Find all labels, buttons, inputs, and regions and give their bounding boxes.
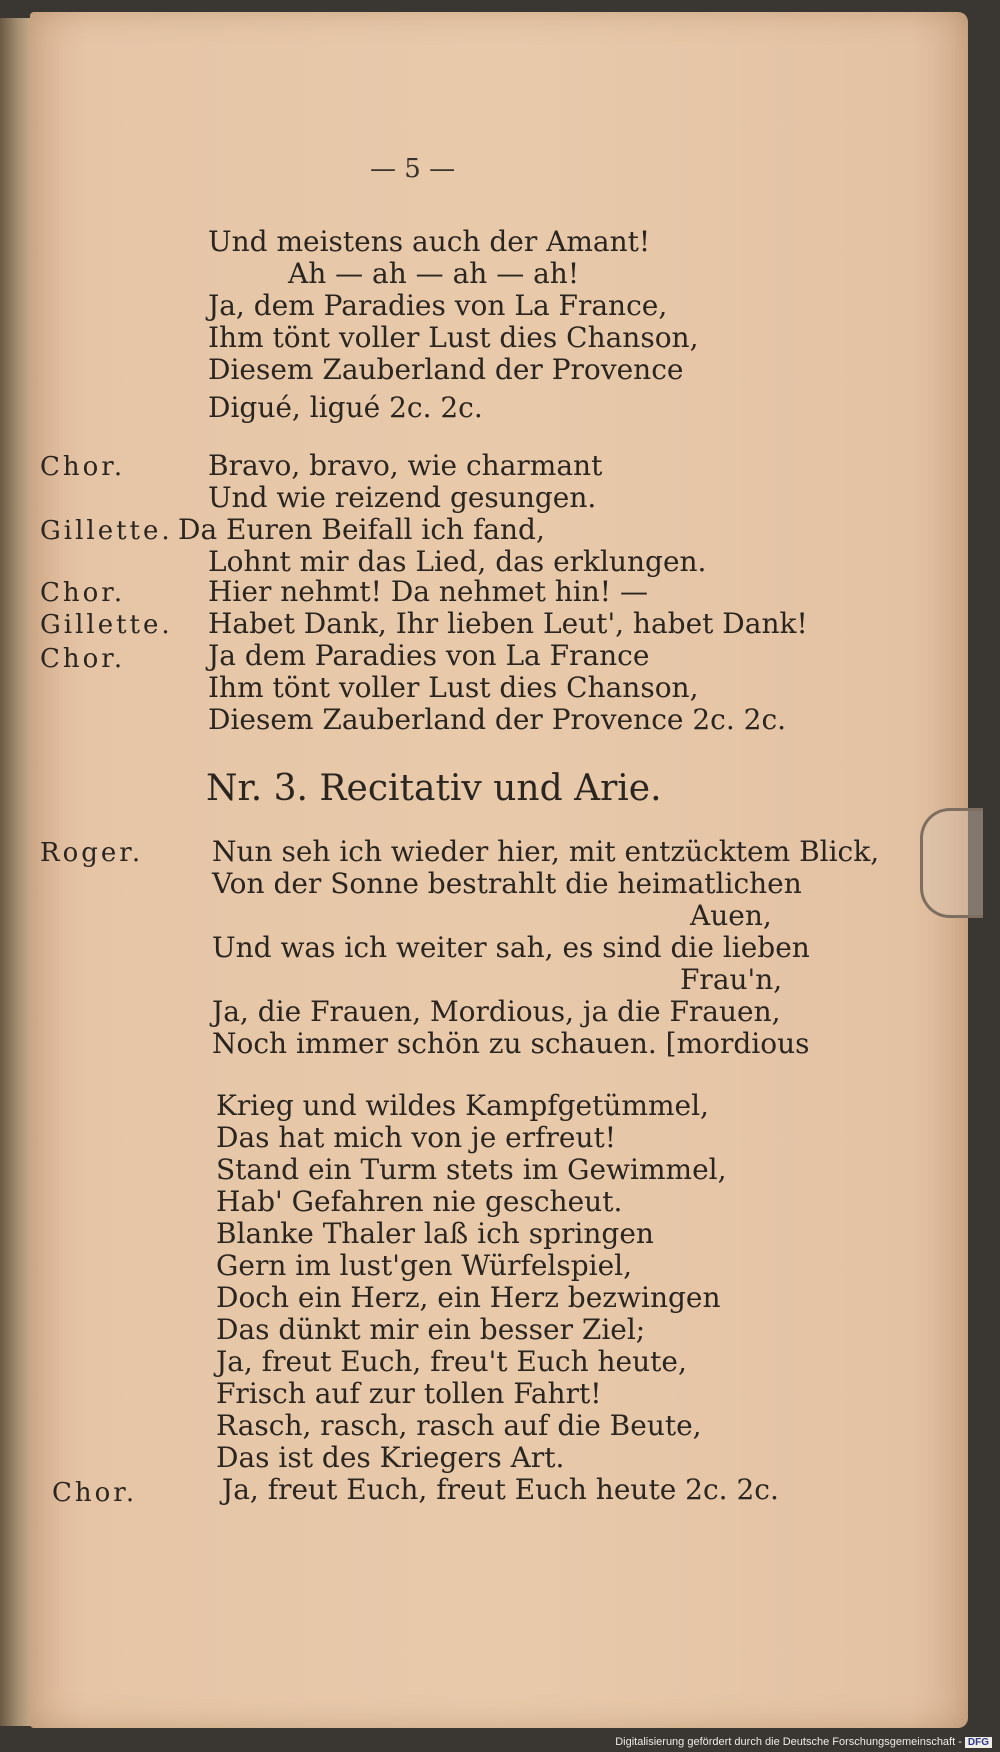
page-tab-marker: [920, 808, 983, 918]
dialogue-line: Hier nehmt! Da nehmet hin! —: [208, 575, 648, 608]
aria-line: Das ist des Kriegers Art.: [216, 1441, 565, 1474]
dialogue-line: Lohnt mir das Lied, das erklungen.: [208, 545, 707, 578]
speaker-label: Chor.: [52, 1478, 138, 1508]
aria-line: Doch ein Herz, ein Herz bezwingen: [216, 1281, 721, 1314]
section-heading: Nr. 3. Recitativ und Arie.: [206, 768, 662, 809]
dialogue-line: Ihm tönt voller Lust dies Chanson,: [208, 671, 699, 704]
aria-line: Gern im lust'gen Würfelspiel,: [216, 1249, 633, 1282]
recitative-line: Ja, die Frauen, Mordious, ja die Frauen,: [212, 995, 781, 1028]
aria-line: Das dünkt mir ein besser Ziel;: [216, 1313, 646, 1346]
dialogue-line: Da Euren Beifall ich fand,: [178, 513, 545, 546]
recitative-line: Von der Sonne bestrahlt die heimatlichen: [212, 867, 802, 900]
verse-line: Ihm tönt voller Lust dies Chanson,: [208, 321, 699, 354]
recitative-line: Und was ich weiter sah, es sind die lieben: [212, 931, 810, 964]
aria-line: Das hat mich von je erfreut!: [216, 1121, 616, 1154]
dfg-logo: DFG: [965, 1737, 992, 1748]
recitative-line: Auen,: [690, 899, 772, 932]
page-number: — 5 —: [370, 154, 456, 184]
dialogue-line: Ja dem Paradies von La France: [208, 639, 650, 672]
speaker-label: Gillette.: [40, 610, 173, 640]
credit-text: Digitalisierung gefördert durch die Deutsche Forschungsgemeinschaft -: [615, 1736, 962, 1748]
aria-line: Rasch, rasch, rasch auf die Beute,: [216, 1409, 702, 1442]
aria-line: Stand ein Turm stets im Gewimmel,: [216, 1153, 727, 1186]
speaker-label: Roger.: [40, 838, 144, 868]
aria-line: Hab' Gefahren nie gescheut.: [216, 1185, 623, 1218]
speaker-label: Chor.: [40, 644, 126, 674]
recitative-line: Noch immer schön zu schauen. [mordious: [212, 1027, 810, 1060]
verse-line: Ja, dem Paradies von La France,: [208, 289, 668, 322]
dialogue-line: Bravo, bravo, wie charmant: [208, 449, 603, 482]
speaker-label: Chor.: [40, 578, 126, 608]
recitative-line: Nun seh ich wieder hier, mit entzücktem Blick,: [212, 835, 880, 868]
recitative-line: Frau'n,: [680, 963, 783, 996]
dialogue-line: Habet Dank, Ihr lieben Leut', habet Dank!: [208, 607, 808, 640]
aria-line: Krieg und wildes Kampfgetümmel,: [216, 1089, 709, 1122]
verse-line: Ah — ah — ah — ah!: [288, 257, 580, 290]
aria-line: Frisch auf zur tollen Fahrt!: [216, 1377, 602, 1410]
digitization-credit: [615, 1736, 992, 1748]
verse-line: Und meistens auch der Amant!: [208, 225, 651, 258]
aria-line: Ja, freut Euch, freu't Euch heute,: [216, 1345, 687, 1378]
aria-line: Blanke Thaler laß ich springen: [216, 1217, 654, 1250]
verse-line: Diesem Zauberland der Provence: [208, 353, 684, 386]
speaker-label: Chor.: [40, 452, 126, 482]
dialogue-line: Und wie reizend gesungen.: [208, 481, 597, 514]
verse-line: Digué, ligué 2c. 2c.: [208, 391, 483, 424]
speaker-label: Gillette.: [40, 516, 173, 546]
chorus-line: Ja, freut Euch, freut Euch heute 2c. 2c.: [222, 1473, 779, 1506]
dialogue-line: Diesem Zauberland der Provence 2c. 2c.: [208, 703, 787, 736]
